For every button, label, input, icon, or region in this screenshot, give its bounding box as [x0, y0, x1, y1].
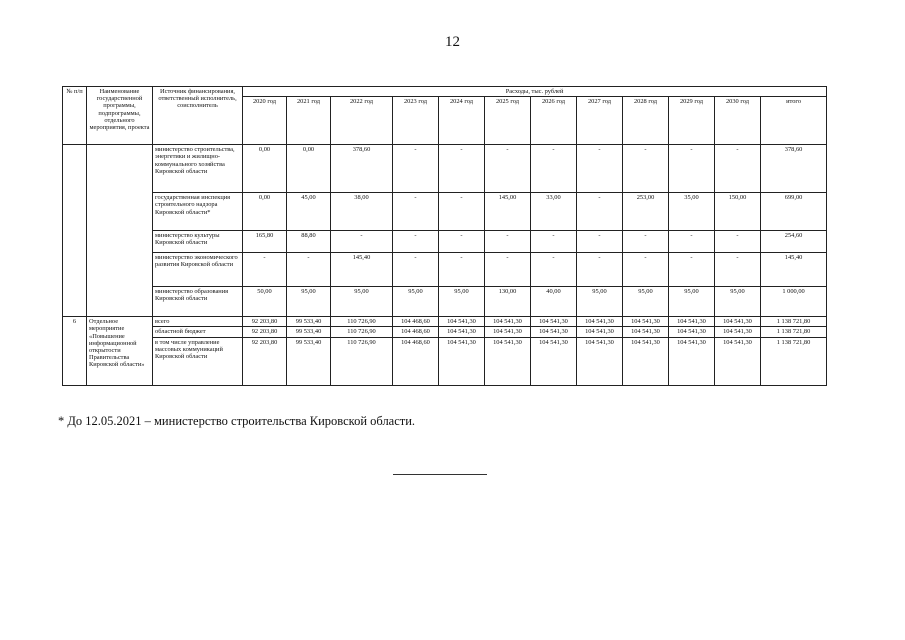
cell-value: - — [669, 253, 715, 287]
cell-value: - — [439, 231, 485, 253]
cell-value: 95,00 — [715, 287, 761, 317]
table-row — [63, 287, 827, 317]
cell-value: - — [393, 231, 439, 253]
table-row — [63, 231, 827, 253]
cell-value: 104 541,30 — [531, 337, 577, 385]
cell-value: - — [669, 145, 715, 193]
cell-value: 99 533,40 — [287, 337, 331, 385]
header-expenses: Расходы, тыс. рублей — [243, 87, 827, 97]
cell-value: 253,00 — [623, 193, 669, 231]
cell-value: - — [715, 253, 761, 287]
header-year: 2020 год — [243, 97, 287, 145]
cell-value: 165,80 — [243, 231, 287, 253]
cell-value: - — [715, 145, 761, 193]
cell-total: 254,60 — [761, 231, 827, 253]
cell-value: 99 533,40 — [287, 327, 331, 337]
cell-value: - — [485, 231, 531, 253]
cell-value: 104 541,30 — [485, 317, 531, 327]
cell-source: министерство строительства, энергетики и жилищно-коммунального хозяйства Кировской области — [153, 145, 243, 193]
table-row — [63, 145, 827, 193]
cell-value: 104 541,30 — [485, 327, 531, 337]
cell-value: - — [393, 253, 439, 287]
header-year: 2030 год — [715, 97, 761, 145]
cell-source: министерство образования Кировской области — [153, 287, 243, 317]
header-name: Наименование государственной программы, подпрограммы, отдельного мероприятия, проекта — [87, 87, 153, 145]
cell-total: 1 138 721,80 — [761, 337, 827, 385]
cell-value: 88,80 — [287, 231, 331, 253]
cell-value: 0,00 — [243, 145, 287, 193]
cell-value: - — [393, 193, 439, 231]
budget-table — [62, 86, 827, 386]
cell-total: 378,60 — [761, 145, 827, 193]
cell-value: - — [715, 231, 761, 253]
header-row-1 — [63, 87, 827, 97]
signature-line — [393, 474, 487, 475]
cell-value: 104 468,60 — [393, 317, 439, 327]
cell-value: 0,00 — [287, 145, 331, 193]
cell-value: 92 203,80 — [243, 337, 287, 385]
cell-value: 110 726,90 — [331, 337, 393, 385]
cell-value: 104 541,30 — [577, 327, 623, 337]
cell-value: 99 533,40 — [287, 317, 331, 327]
header-year: 2024 год — [439, 97, 485, 145]
cell-value: 38,00 — [331, 193, 393, 231]
cell-value: - — [485, 253, 531, 287]
header-year: 2023 год — [393, 97, 439, 145]
cell-no-empty — [63, 145, 87, 317]
cell-value: - — [439, 253, 485, 287]
cell-value: - — [439, 145, 485, 193]
cell-value: - — [531, 231, 577, 253]
cell-value: 104 541,30 — [485, 337, 531, 385]
cell-value: 104 541,30 — [531, 317, 577, 327]
cell-value: 35,00 — [669, 193, 715, 231]
cell-value: 104 541,30 — [715, 317, 761, 327]
cell-name-empty — [87, 145, 153, 317]
table-row — [63, 253, 827, 287]
cell-value: - — [577, 253, 623, 287]
header-total: итого — [761, 97, 827, 145]
cell-source: в том числе управление массовых коммуникаций Кировской области — [153, 337, 243, 385]
cell-value: 110 726,90 — [331, 317, 393, 327]
cell-value: 40,00 — [531, 287, 577, 317]
cell-value: 45,00 — [287, 193, 331, 231]
cell-value: 104 541,30 — [623, 327, 669, 337]
cell-value: 104 541,30 — [439, 337, 485, 385]
cell-value: 150,00 — [715, 193, 761, 231]
header-year: 2029 год — [669, 97, 715, 145]
cell-item-no: 6 — [63, 317, 87, 385]
cell-source: министерство экономического развития Кировской области — [153, 253, 243, 287]
cell-value: 104 541,30 — [439, 327, 485, 337]
cell-value: 95,00 — [669, 287, 715, 317]
cell-total: 699,00 — [761, 193, 827, 231]
cell-total: 1 000,00 — [761, 287, 827, 317]
cell-value: - — [439, 193, 485, 231]
header-year: 2028 год — [623, 97, 669, 145]
table-row — [63, 337, 827, 385]
cell-total: 1 138 721,80 — [761, 317, 827, 327]
cell-value: - — [393, 145, 439, 193]
table-row — [63, 193, 827, 231]
cell-value: 95,00 — [439, 287, 485, 317]
cell-value: 104 541,30 — [577, 317, 623, 327]
cell-value: 104 541,30 — [669, 337, 715, 385]
header-year: 2027 год — [577, 97, 623, 145]
header-year: 2025 год — [485, 97, 531, 145]
cell-value: 110 726,90 — [331, 327, 393, 337]
cell-value: - — [485, 145, 531, 193]
cell-value: 145,40 — [331, 253, 393, 287]
cell-value: 104 541,30 — [623, 317, 669, 327]
cell-total: 145,40 — [761, 253, 827, 287]
cell-value: 104 468,60 — [393, 327, 439, 337]
cell-value: - — [577, 231, 623, 253]
header-source: Источник финансирования, ответственный исполнитель, соисполнитель — [153, 87, 243, 145]
cell-total: 1 138 721,80 — [761, 327, 827, 337]
header-year: 2021 год — [287, 97, 331, 145]
cell-value: - — [623, 231, 669, 253]
cell-value: - — [577, 145, 623, 193]
cell-value: 378,60 — [331, 145, 393, 193]
cell-value: - — [287, 253, 331, 287]
cell-value: - — [623, 253, 669, 287]
cell-value: 104 541,30 — [669, 327, 715, 337]
cell-value: - — [243, 253, 287, 287]
cell-value: 33,00 — [531, 193, 577, 231]
cell-value: 95,00 — [577, 287, 623, 317]
cell-value: 130,00 — [485, 287, 531, 317]
cell-value: 0,00 — [243, 193, 287, 231]
cell-value: 95,00 — [287, 287, 331, 317]
cell-value: 104 541,30 — [531, 327, 577, 337]
cell-value: - — [531, 145, 577, 193]
cell-value: 50,00 — [243, 287, 287, 317]
cell-value: - — [577, 193, 623, 231]
cell-value: 104 541,30 — [669, 317, 715, 327]
cell-value: 104 541,30 — [577, 337, 623, 385]
footnote: * До 12.05.2021 – министерство строительства Кировской области. — [58, 414, 416, 428]
cell-source: министерство культуры Кировской области — [153, 231, 243, 253]
cell-value: 104 541,30 — [439, 317, 485, 327]
cell-value: 95,00 — [393, 287, 439, 317]
page-number: 12 — [445, 34, 460, 50]
table-row — [63, 327, 827, 337]
cell-source: всего — [153, 317, 243, 327]
cell-value: - — [669, 231, 715, 253]
cell-value: - — [331, 231, 393, 253]
cell-item-name: Отдельное мероприятие «Повышение информационной открытости Правительства Кировской области» — [87, 317, 153, 385]
cell-value: 104 541,30 — [623, 337, 669, 385]
cell-value: 104 468,60 — [393, 337, 439, 385]
cell-value: 95,00 — [623, 287, 669, 317]
cell-value: 104 541,30 — [715, 337, 761, 385]
header-year: 2026 год — [531, 97, 577, 145]
cell-value: 95,00 — [331, 287, 393, 317]
cell-value: 92 203,80 — [243, 317, 287, 327]
table-row — [63, 317, 827, 327]
cell-value: - — [531, 253, 577, 287]
cell-source: государственная инспекция строительного надзора Кировской области* — [153, 193, 243, 231]
cell-source: областной бюджет — [153, 327, 243, 337]
cell-value: 104 541,30 — [715, 327, 761, 337]
header-no: № п/п — [63, 87, 87, 145]
cell-value: 145,00 — [485, 193, 531, 231]
cell-value: - — [623, 145, 669, 193]
cell-value: 92 203,80 — [243, 327, 287, 337]
header-year: 2022 год — [331, 97, 393, 145]
